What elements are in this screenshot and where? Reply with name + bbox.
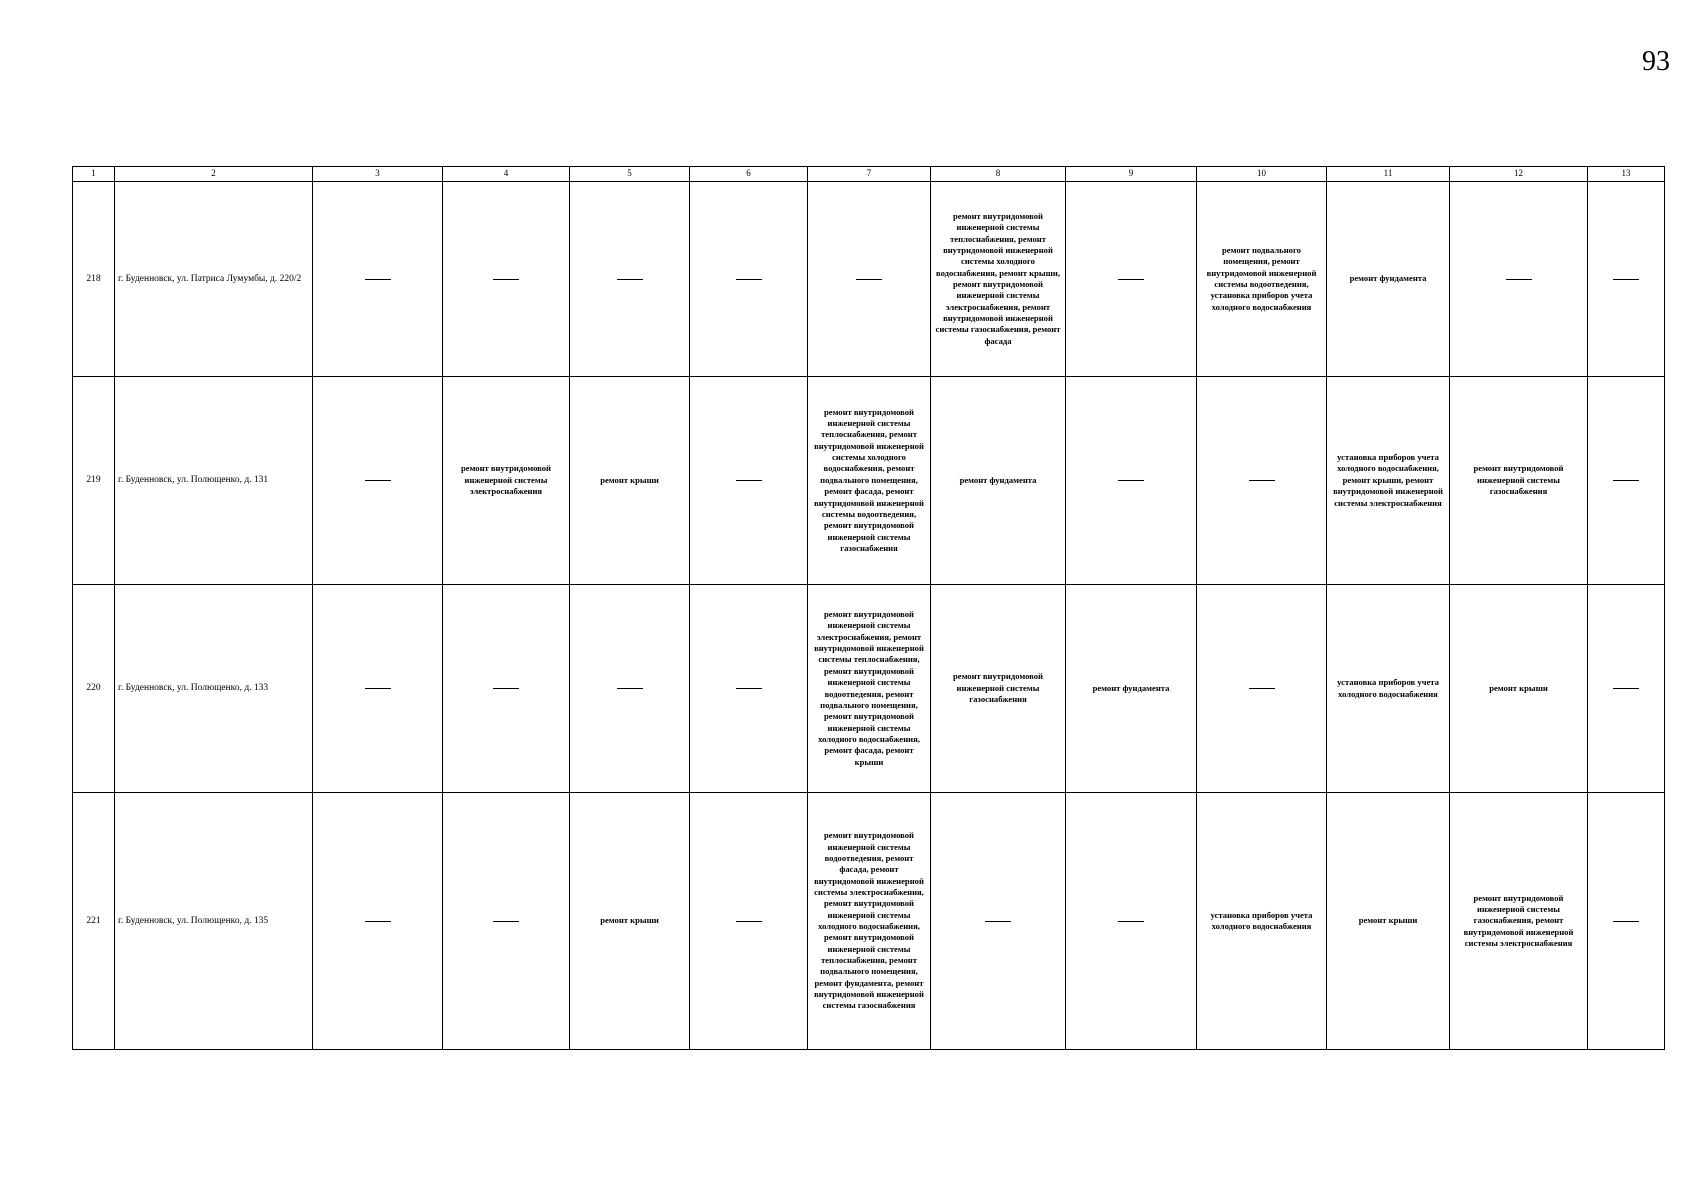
address-cell: г. Буденновск, ул. Патриса Лумумбы, д. 220/2 (115, 182, 313, 377)
empty-dash (1613, 480, 1639, 481)
column-header: 3 (313, 167, 443, 182)
work-cell-col-7: ремонт внутридомовой инженерной системы электроснабжения, ремонт внутридомовой инженерной системы теплоснабжения, ремонт внутридомовой инженерной системы водоотведения, ремонт подвального помещения, ремонт внутридомовой инженерной системы холодного водоснабжения, ремонт фасада, ремонт крыши (808, 585, 931, 793)
work-cell-col-8 (931, 793, 1066, 1050)
work-cell-col-11: установка приборов учета холодного водоснабжения, ремонт крыши, ремонт внутридомовой инженерной системы электроснабжения (1327, 377, 1450, 585)
empty-dash (493, 688, 519, 689)
work-cell-col-3 (313, 585, 443, 793)
work-cell-col-5: ремонт крыши (570, 377, 690, 585)
work-cell-col-13 (1588, 377, 1665, 585)
work-cell-col-13 (1588, 585, 1665, 793)
empty-dash (856, 279, 882, 280)
address-cell: г. Буденновск, ул. Полющенко, д. 133 (115, 585, 313, 793)
repair-schedule-table (72, 166, 1665, 1050)
empty-dash (1118, 279, 1144, 280)
empty-dash (365, 480, 391, 481)
column-header: 12 (1450, 167, 1588, 182)
work-cell-col-13 (1588, 793, 1665, 1050)
row-number: 221 (73, 793, 115, 1050)
work-cell-col-10 (1197, 377, 1327, 585)
empty-dash (1249, 480, 1275, 481)
column-header: 8 (931, 167, 1066, 182)
work-cell-col-4: ремонт внутридомовой инженерной системы электроснабжения (443, 377, 570, 585)
column-header: 10 (1197, 167, 1327, 182)
column-header: 6 (690, 167, 808, 182)
work-cell-col-12: ремонт внутридомовой инженерной системы газоснабжения (1450, 377, 1588, 585)
empty-dash (365, 688, 391, 689)
empty-dash (985, 921, 1011, 922)
empty-dash (736, 279, 762, 280)
work-cell-col-6 (690, 793, 808, 1050)
work-cell-col-5 (570, 585, 690, 793)
empty-dash (1613, 279, 1639, 280)
work-cell-col-10 (1197, 585, 1327, 793)
column-header: 13 (1588, 167, 1665, 182)
work-cell-col-11: ремонт крыши (1327, 793, 1450, 1050)
table-row (73, 793, 1665, 1050)
work-cell-col-10: установка приборов учета холодного водоснабжения (1197, 793, 1327, 1050)
page-number: 93 (1642, 46, 1670, 77)
work-cell-col-9 (1066, 377, 1197, 585)
table-row (73, 377, 1665, 585)
address-cell: г. Буденновск, ул. Полющенко, д. 131 (115, 377, 313, 585)
work-cell-col-6 (690, 585, 808, 793)
empty-dash (1613, 688, 1639, 689)
work-cell-col-8: ремонт внутридомовой инженерной системы газоснабжения (931, 585, 1066, 793)
work-cell-col-4 (443, 182, 570, 377)
column-header: 4 (443, 167, 570, 182)
work-cell-col-3 (313, 793, 443, 1050)
work-cell-col-8: ремонт фундамента (931, 377, 1066, 585)
empty-dash (736, 480, 762, 481)
table-row (73, 182, 1665, 377)
empty-dash (1118, 480, 1144, 481)
empty-dash (493, 921, 519, 922)
work-cell-col-5 (570, 182, 690, 377)
work-cell-col-11: установка приборов учета холодного водоснабжения (1327, 585, 1450, 793)
work-cell-col-13 (1588, 182, 1665, 377)
empty-dash (617, 688, 643, 689)
work-cell-col-9 (1066, 182, 1197, 377)
work-cell-col-9 (1066, 793, 1197, 1050)
row-number: 220 (73, 585, 115, 793)
empty-dash (1613, 921, 1639, 922)
empty-dash (493, 279, 519, 280)
work-cell-col-9: ремонт фундамента (1066, 585, 1197, 793)
empty-dash (736, 688, 762, 689)
column-header: 1 (73, 167, 115, 182)
work-cell-col-8: ремонт внутридомовой инженерной системы теплоснабжения, ремонт внутридомовой инженерной системы холодного водоснабжения, ремонт крыши, ремонт внутридомовой инженерной системы электроснабжения, ремонт внутридомовой инженерной системы газоснабжения, ремонт фасада (931, 182, 1066, 377)
work-cell-col-7 (808, 182, 931, 377)
column-header: 11 (1327, 167, 1450, 182)
work-cell-col-4 (443, 585, 570, 793)
work-cell-col-12: ремонт крыши (1450, 585, 1588, 793)
work-cell-col-12 (1450, 182, 1588, 377)
work-cell-col-5: ремонт крыши (570, 793, 690, 1050)
empty-dash (1118, 921, 1144, 922)
work-cell-col-6 (690, 182, 808, 377)
work-cell-col-10: ремонт подвального помещения, ремонт внутридомовой инженерной системы водоотведения, установка приборов учета холодного водоснабжения (1197, 182, 1327, 377)
work-cell-col-6 (690, 377, 808, 585)
empty-dash (1249, 688, 1275, 689)
empty-dash (736, 921, 762, 922)
column-header: 7 (808, 167, 931, 182)
work-cell-col-4 (443, 793, 570, 1050)
column-header: 2 (115, 167, 313, 182)
work-cell-col-11: ремонт фундамента (1327, 182, 1450, 377)
work-cell-col-3 (313, 182, 443, 377)
empty-dash (617, 279, 643, 280)
work-cell-col-7: ремонт внутридомовой инженерной системы теплоснабжения, ремонт внутридомовой инженерной системы холодного водоснабжения, ремонт подвального помещения, ремонт фасада, ремонт внутридомовой инженерной системы водоотведения, ремонт внутридомовой инженерной системы газоснабжения (808, 377, 931, 585)
row-number: 218 (73, 182, 115, 377)
address-cell: г. Буденновск, ул. Полющенко, д. 135 (115, 793, 313, 1050)
empty-dash (365, 921, 391, 922)
work-cell-col-7: ремонт внутридомовой инженерной системы водоотведения, ремонт фасада, ремонт внутридомовой инженерной системы электроснабжения, ремонт внутридомовой инженерной системы холодного водоснабжения, ремонт внутридомовой инженерной системы теплоснабжения, ремонт подвального помещения, ремонт фундамента, ремонт внутридомовой инженерной системы газоснабжения (808, 793, 931, 1050)
column-header: 5 (570, 167, 690, 182)
row-number: 219 (73, 377, 115, 585)
empty-dash (365, 279, 391, 280)
table-row (73, 585, 1665, 793)
table-header-row (73, 167, 1665, 182)
empty-dash (1506, 279, 1532, 280)
column-header: 9 (1066, 167, 1197, 182)
work-cell-col-3 (313, 377, 443, 585)
work-cell-col-12: ремонт внутридомовой инженерной системы газоснабжения, ремонт внутридомовой инженерной системы электроснабжения (1450, 793, 1588, 1050)
